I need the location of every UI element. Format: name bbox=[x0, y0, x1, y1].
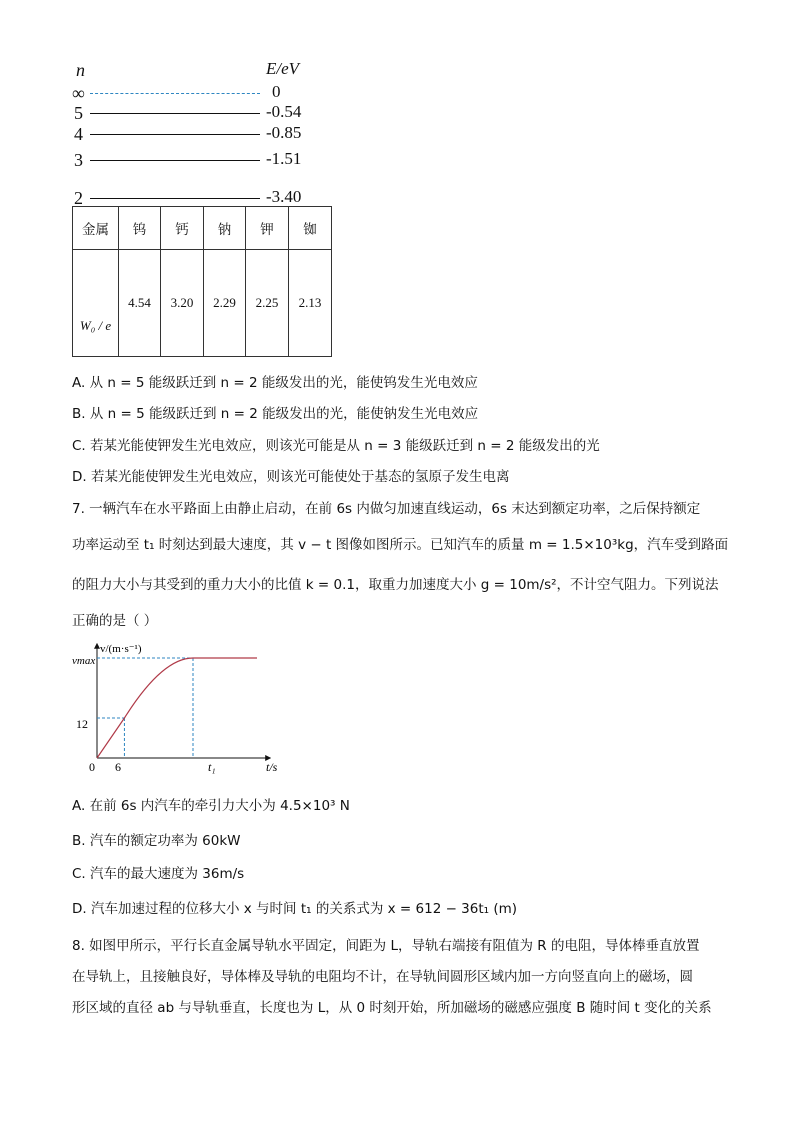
chart-y-tick-12: 12 bbox=[76, 717, 88, 731]
level-e-3: -1.51 bbox=[266, 149, 302, 168]
level-n-4: 4 bbox=[74, 124, 83, 144]
table-header-cell: 钠 bbox=[204, 207, 246, 250]
table-header-cell: 钾 bbox=[246, 207, 289, 250]
level-line-inf bbox=[90, 93, 260, 94]
table-header-cell: 钙 bbox=[161, 207, 204, 250]
table-cell: 4.54 bbox=[119, 250, 161, 357]
q6-option-a: A. 从 n = 5 能级跃迁到 n = 2 能级发出的光，能使钨发生光电效应 bbox=[72, 375, 478, 391]
table-cell: 3.20 bbox=[161, 250, 204, 357]
q7-option-c: C. 汽车的最大速度为 36m/s bbox=[72, 866, 245, 882]
chart-x-tick-t1: t₁ bbox=[208, 760, 216, 774]
q8-line-2: 在导轨上，且接触良好，导体棒及导轨的电阻均不计，在导轨间圆形区域内加一方向竖直向上的磁场，圆 bbox=[72, 969, 693, 985]
q7-option-d: D. 汽车加速过程的位移大小 x 与时间 t₁ 的关系式为 x = 612 − 36t₁ (m) bbox=[72, 901, 518, 917]
table-header-cell: 钨 bbox=[119, 207, 161, 250]
level-n-5: 5 bbox=[74, 103, 83, 123]
chart-guides bbox=[97, 658, 193, 758]
q8-line-1: 8. 如图甲所示，平行长直金属导轨水平固定，间距为 L，导轨右端接有阻值为 R 的电阻，导体棒垂直放置 bbox=[72, 938, 700, 954]
q7-line-1: 7. 一辆汽车在水平路面上由静止启动，在前 6s 内做匀加速直线运动，6s 末达到额定功率，之后保持额定 bbox=[72, 501, 701, 517]
level-e-2: -3.40 bbox=[266, 187, 302, 206]
q7-option-b: B. 汽车的额定功率为 60kW bbox=[72, 833, 241, 849]
q6-option-b: B. 从 n = 5 能级跃迁到 n = 2 能级发出的光，能使钠发生光电效应 bbox=[72, 406, 479, 422]
chart-y-label: v/(m·s⁻¹) bbox=[100, 643, 142, 655]
table-cell: 2.25 bbox=[246, 250, 289, 357]
q7-option-a: A. 在前 6s 内汽车的牵引力大小为 4.5×10³ N bbox=[72, 798, 350, 814]
q7-line-3: 的阻力大小与其受到的重力大小的比值 k = 0.1，取重力加速度大小 g = 10m/s²，不计空气阻力。下列说法 bbox=[72, 577, 719, 593]
level-line-2 bbox=[90, 198, 260, 199]
level-line-5 bbox=[90, 113, 260, 114]
q6-option-c: C. 若某光能使钾发生光电效应，则该光可能是从 n = 3 能级跃迁到 n = 2 能级发出的光 bbox=[72, 438, 600, 454]
chart-x-tick-0: 0 bbox=[89, 760, 95, 774]
table-header-cell: 金属 bbox=[73, 207, 119, 250]
level-line-3 bbox=[90, 160, 260, 161]
level-n-2: 2 bbox=[74, 188, 83, 208]
q7-line-2: 功率运动至 t₁ 时刻达到最大速度，其 v − t 图像如图所示。已知汽车的质量 m = 1.5×10³kg，汽车受到路面 bbox=[72, 537, 729, 553]
table-header-cell: 铷 bbox=[289, 207, 332, 250]
chart-x-label: t/s bbox=[266, 760, 278, 774]
level-line-4 bbox=[90, 134, 260, 135]
q6-option-d: D. 若某光能使钾发生光电效应，则该光可能使处于基态的氢原子发生电离 bbox=[72, 469, 510, 485]
chart-vmax-label: vmax bbox=[72, 655, 96, 667]
level-n-inf: ∞ bbox=[72, 83, 85, 103]
table-row-label: W₀ / e bbox=[73, 250, 119, 357]
q7-line-4: 正确的是（ ） bbox=[72, 613, 158, 629]
work-function-table bbox=[72, 206, 332, 357]
n-axis-label: n bbox=[76, 60, 85, 80]
chart-x-tick-6: 6 bbox=[115, 760, 121, 774]
table-header-row bbox=[73, 207, 332, 250]
table-cell: 2.29 bbox=[204, 250, 246, 357]
level-e-4: -0.85 bbox=[266, 123, 302, 142]
table-cell: 2.13 bbox=[289, 250, 332, 357]
table-row bbox=[73, 250, 332, 357]
level-e-inf: 0 bbox=[272, 82, 281, 101]
q8-line-3: 形区域的直径 ab 与导轨垂直，长度也为 L，从 0 时刻开始，所加磁场的磁感应强度 B 随时间 t 变化的关系 bbox=[72, 1000, 712, 1016]
energy-axis-label: E/eV bbox=[266, 59, 300, 78]
vt-chart bbox=[70, 636, 290, 780]
level-e-5: -0.54 bbox=[266, 102, 302, 121]
level-n-3: 3 bbox=[74, 150, 83, 170]
chart-series-curve bbox=[97, 658, 193, 758]
